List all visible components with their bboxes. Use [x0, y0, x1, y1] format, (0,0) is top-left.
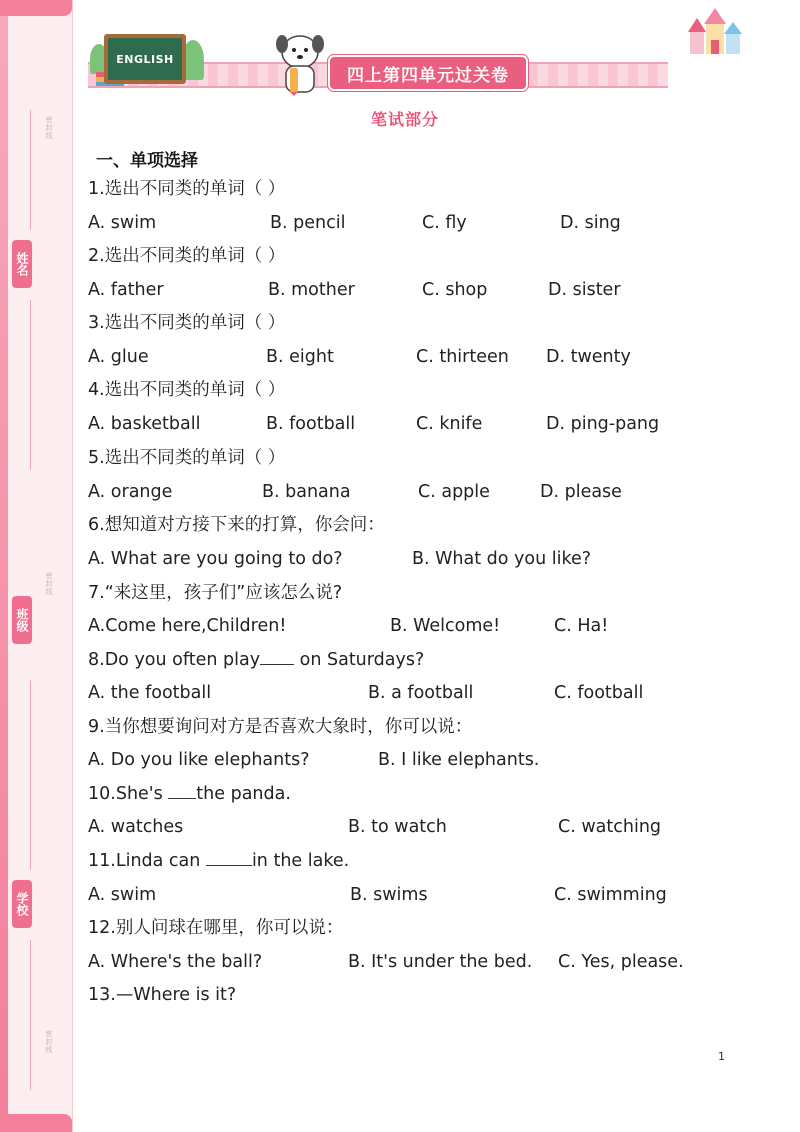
option-c: C. watching	[558, 817, 662, 837]
option-b: B. mother	[268, 280, 355, 300]
question-13: 13.—Where is it?	[88, 985, 237, 1005]
option-a: A. watches	[88, 817, 184, 837]
options-8	[88, 679, 768, 707]
section-title: 一、单项选择	[96, 151, 198, 171]
option-d: D. ping-pang	[546, 414, 660, 434]
question-10	[88, 780, 768, 808]
question-10-text-start: 10.She's	[88, 784, 169, 804]
option-a: A. Where's the ball?	[88, 952, 263, 972]
option-c: C. thirteen	[416, 347, 509, 367]
school-field-tag: 学校	[12, 880, 32, 928]
answer-blank	[260, 646, 294, 665]
name-field-tag: 姓名	[12, 240, 32, 288]
mascot-dog-icon	[272, 30, 328, 96]
option-a: A. Do you like elephants?	[88, 750, 310, 770]
question-7: 7.“来这里，孩子们”应该怎么说?	[88, 583, 343, 603]
option-a: A. orange	[88, 482, 173, 502]
options-9	[88, 746, 768, 774]
question-11-text-start: 11.Linda can	[88, 851, 206, 871]
option-c: C. football	[554, 683, 644, 703]
exam-title-banner: 四上第四单元过关卷	[330, 57, 526, 89]
option-c: C. Yes, please.	[558, 952, 684, 972]
option-a: A. swim	[88, 885, 157, 905]
answer-blank	[168, 780, 196, 799]
question-4: 4.选出不同类的单词（ ）	[88, 380, 286, 400]
margin-bottom-bar	[0, 1114, 72, 1132]
margin-dash-line	[30, 680, 31, 870]
option-c: C. apple	[418, 482, 490, 502]
question-8	[88, 646, 768, 674]
class-field-tag: 班级	[12, 596, 32, 644]
option-d: D. please	[540, 482, 622, 502]
option-a: A. basketball	[88, 414, 201, 434]
option-c: C. Ha!	[554, 616, 609, 636]
question-11	[88, 847, 768, 875]
option-a: A.Come here,Children!	[88, 616, 287, 636]
question-3: 3.选出不同类的单词（ ）	[88, 313, 286, 333]
option-a: A. swim	[88, 213, 157, 233]
option-b: B. It's under the bed.	[348, 952, 533, 972]
option-a: A. father	[88, 280, 164, 300]
seal-line-text: 密封线	[45, 116, 53, 140]
binding-margin	[0, 0, 73, 1132]
question-6: 6.想知道对方接下来的打算，你会问：	[88, 515, 385, 535]
margin-dash-line	[30, 300, 31, 470]
option-b: B. I like elephants.	[378, 750, 540, 770]
options-12	[88, 948, 768, 976]
options-10	[88, 813, 768, 841]
option-b: B. pencil	[270, 213, 346, 233]
option-b: B. What do you like?	[412, 549, 592, 569]
options-5	[88, 478, 768, 506]
option-c: C. swimming	[554, 885, 667, 905]
options-3	[88, 343, 768, 371]
options-1	[88, 209, 768, 237]
option-b: B. football	[266, 414, 356, 434]
question-9: 9.当你想要询问对方是否喜欢大象时，你可以说：	[88, 717, 473, 737]
question-2: 2.选出不同类的单词（ ）	[88, 246, 286, 266]
option-b: B. a football	[368, 683, 474, 703]
question-8-text-start: 8.Do you often play	[88, 650, 261, 670]
option-b: B. to watch	[348, 817, 447, 837]
binding-edge	[0, 0, 8, 1132]
margin-top-bar	[0, 0, 72, 16]
seal-line-text: 密封线	[45, 572, 53, 596]
option-d: D. sister	[548, 280, 621, 300]
option-a: A. the football	[88, 683, 212, 703]
seal-line-text: 密封线	[45, 1030, 53, 1054]
option-d: D. sing	[560, 213, 621, 233]
option-d: D. twenty	[546, 347, 631, 367]
question-8-text-end: on Saturdays?	[294, 650, 425, 670]
question-1: 1.选出不同类的单词（ ）	[88, 179, 286, 199]
options-6	[88, 545, 768, 573]
question-11-text-end: in the lake.	[251, 851, 350, 871]
options-7	[88, 612, 768, 640]
option-c: C. fly	[422, 213, 467, 233]
margin-dash-line	[30, 940, 31, 1090]
answer-blank	[206, 847, 252, 866]
options-11	[88, 881, 768, 909]
written-part-subtitle: 笔试部分	[370, 110, 439, 129]
option-b: B. banana	[262, 482, 351, 502]
options-2	[88, 276, 768, 304]
option-b: B. Welcome!	[390, 616, 501, 636]
option-a: A. glue	[88, 347, 149, 367]
castle-decoration-icon	[684, 6, 746, 58]
page-number: 1	[718, 1050, 725, 1063]
option-b: B. swims	[350, 885, 428, 905]
english-chalkboard: ENGLISH	[104, 34, 186, 84]
option-a: A. What are you going to do?	[88, 549, 343, 569]
question-5: 5.选出不同类的单词（ ）	[88, 448, 286, 468]
option-c: C. shop	[422, 280, 488, 300]
option-c: C. knife	[416, 414, 483, 434]
options-4	[88, 410, 768, 438]
option-b: B. eight	[266, 347, 334, 367]
question-12: 12.别人问球在哪里，你可以说：	[88, 918, 344, 938]
question-10-text-end: the panda.	[196, 784, 291, 804]
